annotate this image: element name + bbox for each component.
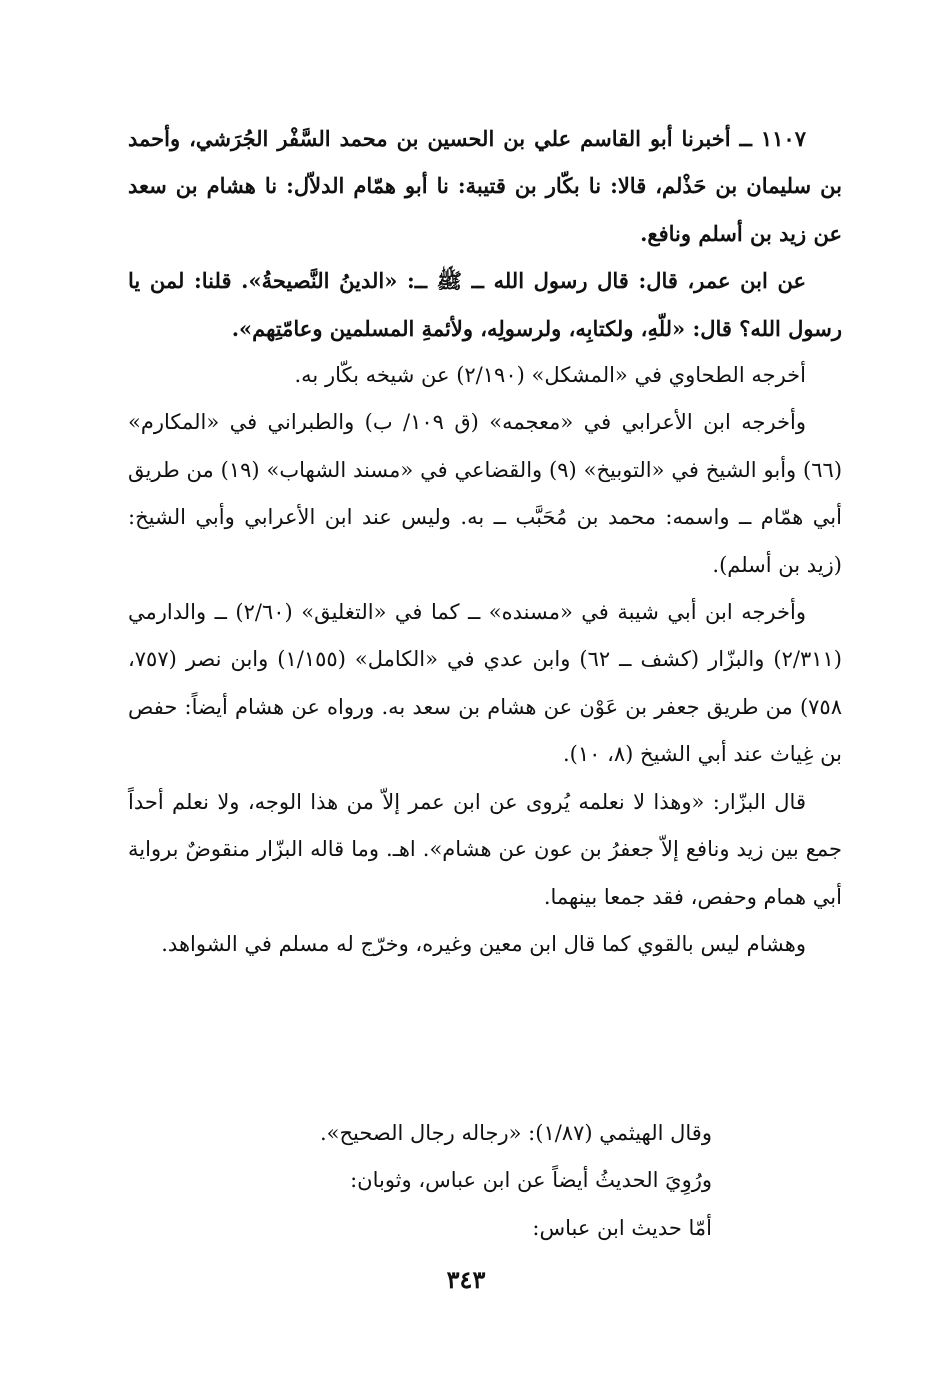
- paragraph-hisham-note: وهشام ليس بالقوي كما قال ابن معين وغيره، وخرّج له مسلم في الشواهد.: [161, 931, 806, 956]
- closing-lines: [128, 1110, 842, 1252]
- page-number: ٣٤٣: [446, 1265, 486, 1294]
- line-ibn-abbas-hadith: أمّا حديث ابن عباس:: [532, 1215, 712, 1240]
- paragraph-takhrij-ibn-abi-shayba: وأخرجه ابن أبي شيبة في «مسنده» ــ كما في «التغليق» (٢/٦٠) ــ والدارمي (٢/٣١١) والبزّار (كشف ــ ٦٢) وابن عدي في «الكامل» (١/١٥٥) وابن نصر (٧٥٧، ٧٥٨) من طريق جعفر بن عَوْن عن هشام بن سعد به. ورواه عن هشام أيضاً: حفص بن غِياث عند أبي الشيخ (٨، ١٠).: [128, 600, 842, 767]
- line-haythami: وقال الهيثمي (١/٨٧): «رجاله رجال الصحيح».: [319, 1121, 712, 1145]
- paragraph-takhrij-tahawi: أخرجه الطحاوي في «المشكل» (٢/١٩٠) عن شيخه بكّار به.: [294, 363, 806, 388]
- paragraph-takhrij-ibn-arabi: وأخرجه ابن الأعرابي في «معجمه» (ق ١٠٩/ ب) والطبراني في «المكارم» (٦٦) وأبو الشيخ في «التوبيخ» (٩) والقضاعي في «مسند الشهاب» (١٩) من طريق أبي همّام ــ واسمه: محمد بن مُحَبَّب ــ به. وليس عند ابن الأعرابي وأبي الشيخ: (زيد بن أسلم).: [128, 410, 843, 577]
- paragraph-hadith-matn: عن ابن عمر، قال: قال رسول الله ــ ﷺ ــ: «الدينُ النَّصيحةُ». قلنا: لمن يا رسول الله؟ قال: «للّهِ، ولكتابِه، ولرسولِه، ولأئمةِ المسلمين وعامّتِهم».: [128, 268, 842, 341]
- line-also-narrated: ورُوِيَ الحديثُ أيضاً عن ابن عباس، وثوبان:: [350, 1168, 712, 1193]
- paragraph-bazzar-quote: قال البزّار: «وهذا لا نعلمه يُروى عن ابن عمر إلاّ من هذا الوجه، ولا نعلم أحداً جمع بين زيد ونافع إلاّ جعفرُ بن عون عن هشام». اهـ. وما قاله البزّار منقوضٌ برواية أبي همام وحفص، فقد جمعا بينهما.: [128, 789, 842, 909]
- paragraph-hadith-number: ١١٠٧ ــ أخبرنا أبو القاسم علي بن الحسين بن محمد السَّفْر الجُرَشي، وأحمد بن سليمان بن حَذْلم، قالا: نا بكّار بن قتيبة: نا أبو همّام الدلاّل: نا هشام بن سعد عن زيد بن أسلم ونافع.: [128, 126, 842, 246]
- main-text: [128, 115, 842, 968]
